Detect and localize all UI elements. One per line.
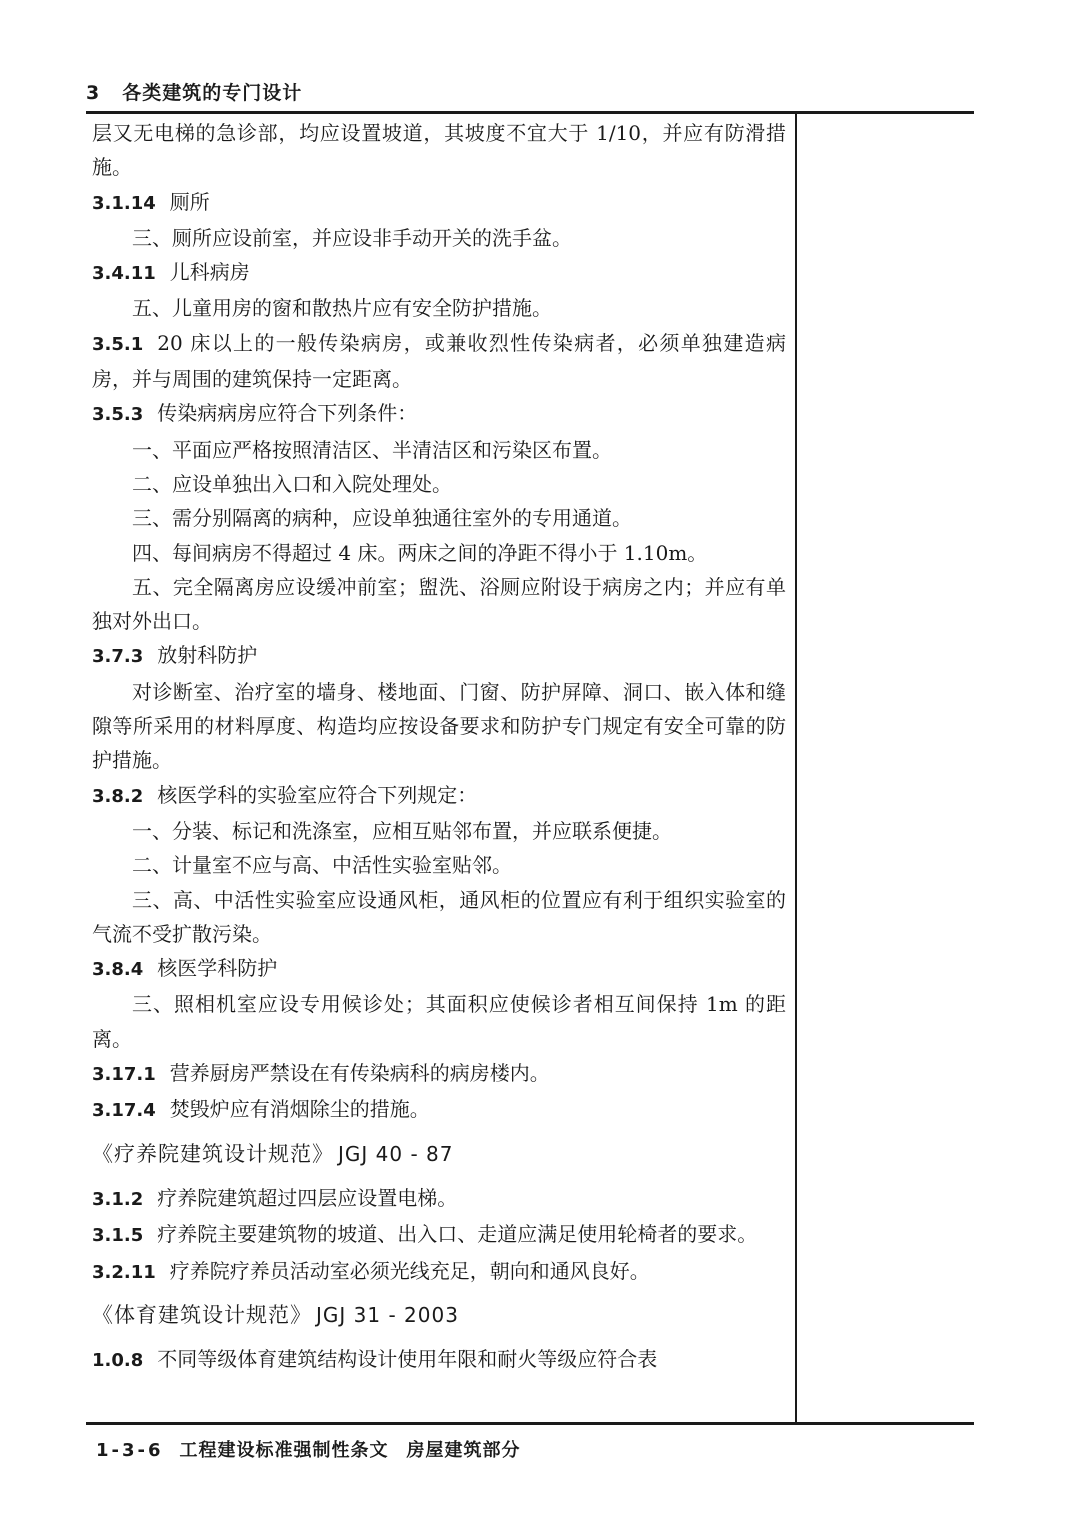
- footer-subtitle: 房屋建筑部分: [406, 1440, 521, 1461]
- chapter-number: 3: [86, 82, 101, 104]
- clause-text: 20 床以上的一般传染病房，或兼收烈性传染病者，必须单独建造病房，并与周围的建筑保持一定距离。: [92, 330, 786, 392]
- clause: [92, 1217, 786, 1253]
- paragraph: 四、每间病房不得超过 4 床。两床之间的净距不得小于 1.10m。: [132, 540, 708, 565]
- paragraph: 一、分装、标记和洗涤室，应相互贴邻布置，并应联系便捷。: [132, 818, 672, 843]
- clause-number: 3.4.11: [92, 263, 156, 285]
- clause: [92, 255, 786, 291]
- clause-text: 疗养院建筑超过四层应设置电梯。: [157, 1185, 458, 1210]
- standard-heading: [92, 1298, 786, 1332]
- standard-heading: [92, 1137, 786, 1171]
- clause-text: 不同等级体育建筑结构设计使用年限和耐火等级应符合表: [157, 1347, 658, 1372]
- chapter-title: 各类建筑的专门设计: [122, 82, 303, 104]
- paragraph: 三、高、中活性实验室应设通风柜，通风柜的位置应有利于组织实验室的气流不受扩散污染。: [92, 887, 786, 946]
- clause: [92, 638, 786, 674]
- clause-number: 3.8.4: [92, 959, 144, 981]
- clause: [92, 396, 786, 432]
- paragraph: 二、应设单独出入口和入院处理处。: [132, 471, 452, 496]
- clause: [92, 1181, 786, 1217]
- standard-code: JGJ 40 - 87: [338, 1141, 454, 1166]
- clause-number: 3.1.5: [92, 1225, 144, 1247]
- paragraph: 三、照相机室应设专用候诊处；其面积应使候诊者相互间保持 1m 的距离。: [92, 992, 786, 1051]
- clause-text: 厕所: [169, 189, 210, 214]
- clause-text: 儿科病房: [169, 260, 250, 285]
- clause-number: 3.8.2: [92, 785, 144, 807]
- clause-number: 3.1.2: [92, 1188, 144, 1210]
- clause-number: 3.1.14: [92, 192, 156, 214]
- clause: [92, 778, 786, 814]
- clause: [92, 1092, 786, 1128]
- clause-text: 营养厨房严禁设在有传染病科的病房楼内。: [169, 1061, 550, 1086]
- clause-number: 3.7.3: [92, 646, 144, 668]
- clause: [92, 951, 786, 987]
- clause-number: 3.17.1: [92, 1064, 156, 1086]
- clause: [92, 185, 786, 221]
- page-number: 1-3-6: [96, 1440, 164, 1461]
- footer-rule: [86, 1422, 974, 1425]
- paragraph: 一、平面应严格按照清洁区、半清洁区和污染区布置。: [132, 437, 612, 462]
- clause-number: 1.0.8: [92, 1350, 144, 1372]
- page-footer: [96, 1436, 521, 1462]
- clause-text: 疗养院主要建筑物的坡道、出入口、走道应满足使用轮椅者的要求。: [157, 1222, 758, 1247]
- footer-title: 工程建设标准强制性条文: [179, 1440, 389, 1461]
- paragraph: 二、计量室不应与高、中活性实验室贴邻。: [132, 853, 512, 878]
- paragraph: 对诊断室、治疗室的墙身、楼地面、门窗、防护屏障、洞口、嵌入体和缝隙等所采用的材料厚度、构造均应按设备要求和防护专门规定有安全可靠的防护措施。: [92, 679, 786, 773]
- clause: [92, 1056, 786, 1092]
- margin-divider: [795, 111, 797, 1424]
- clause: [92, 1342, 786, 1378]
- page-header: [86, 78, 302, 105]
- clause-text: 放射科防护: [157, 643, 258, 668]
- paragraph: 五、完全隔离房应设缓冲前室；盥洗、浴厕应附设于病房之内；并应有单独对外出口。: [92, 574, 786, 634]
- header-rule: [86, 111, 974, 114]
- standard-title: 《疗养院建筑设计规范》: [92, 1141, 334, 1166]
- standard-code: JGJ 31 - 2003: [316, 1302, 459, 1327]
- clause-number: 3.17.4: [92, 1100, 156, 1122]
- standard-title: 《体育建筑设计规范》: [92, 1302, 312, 1327]
- clause: [92, 1254, 786, 1290]
- paragraph: 三、需分别隔离的病种，应设单独通往室外的专用通道。: [132, 506, 632, 531]
- clause-text: 核医学科防护: [157, 956, 278, 981]
- clause-text: 疗养院疗养员活动室必须光线充足，朝向和通风良好。: [169, 1258, 650, 1283]
- clause-text: 焚毁炉应有消烟除尘的措施。: [169, 1097, 430, 1122]
- document-body: [92, 116, 786, 1378]
- paragraph: 三、厕所应设前室，并应设非手动开关的洗手盆。: [132, 225, 572, 250]
- paragraph: 层又无电梯的急诊部，均应设置坡道，其坡度不宜大于 1/10，并应有防滑措施。: [92, 121, 786, 180]
- clause: [92, 326, 786, 397]
- clause-number: 3.5.3: [92, 404, 144, 426]
- clause-number: 3.5.1: [92, 333, 144, 355]
- clause-number: 3.2.11: [92, 1261, 156, 1283]
- clause-text: 传染病病房应符合下列条件：: [157, 401, 418, 426]
- paragraph: 五、儿童用房的窗和散热片应有安全防护措施。: [132, 296, 552, 321]
- clause-text: 核医学科的实验室应符合下列规定：: [157, 782, 478, 807]
